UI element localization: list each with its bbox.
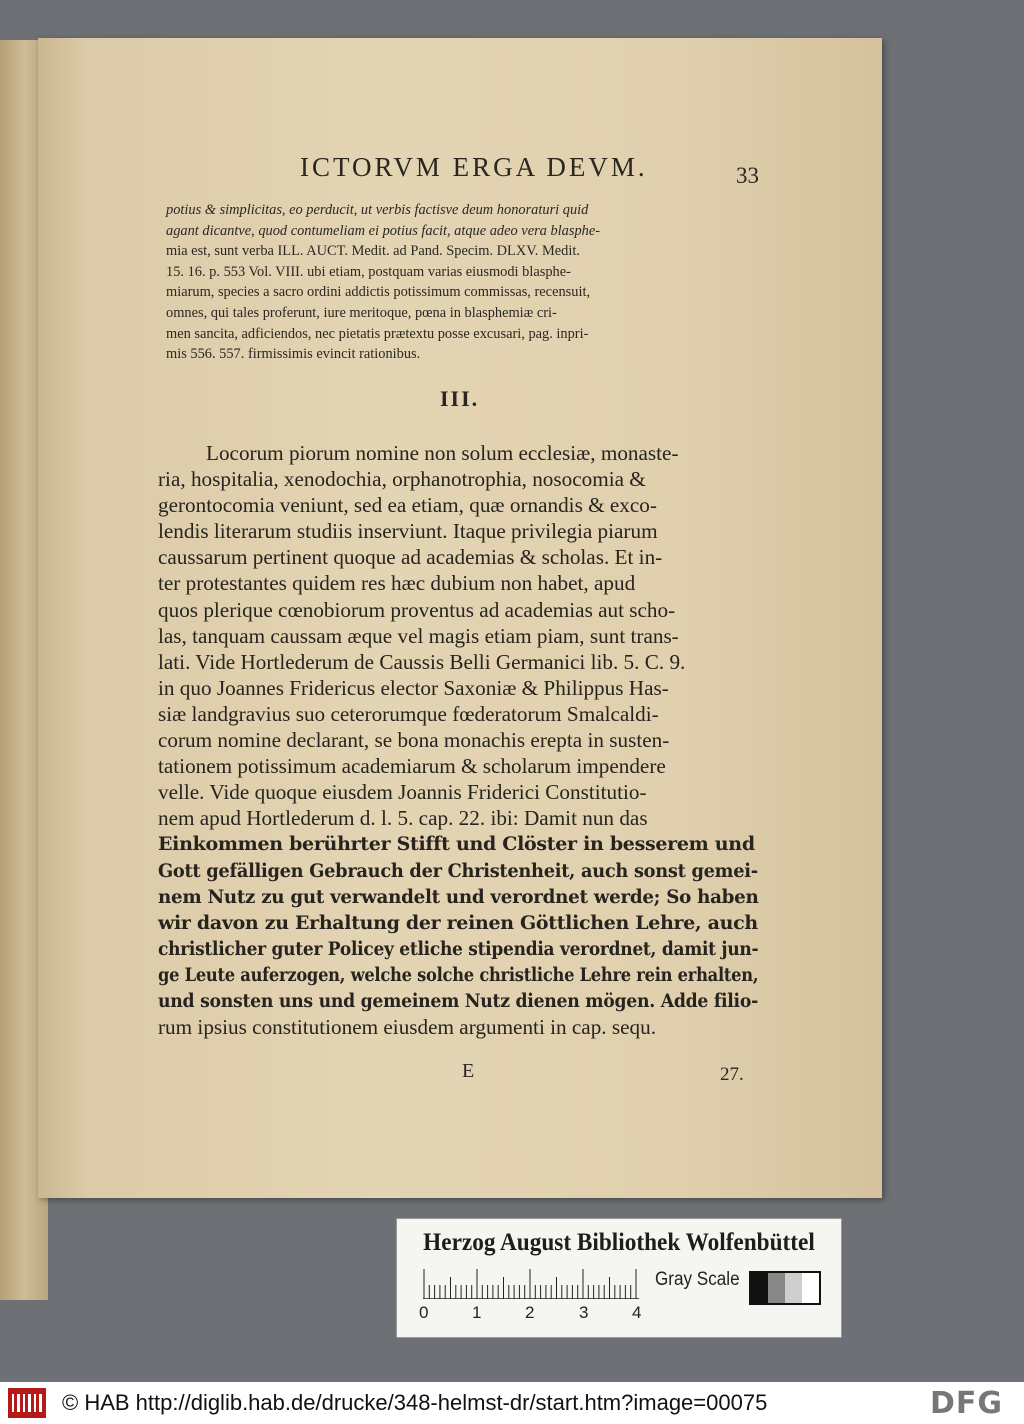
text-line: nem Nutz zu gut verwandelt und verordnet werde; So haben — [158, 885, 759, 908]
text-line: lendis literarum studiis inserviunt. Itaque privilegia piarum — [158, 519, 658, 544]
text-line: gerontocomia veniunt, sed ea etiam, quæ ornandis & exco- — [158, 493, 657, 518]
section-numeral: III. — [440, 386, 480, 411]
signature-mark: E — [462, 1060, 475, 1082]
footnote-line: agant dicantve, quod contumeliam ei potius facit, atque adeo vera blasphe- — [166, 222, 601, 239]
footnote-line: 15. 16. p. 553 Vol. VIII. ubi etiam, postquam varias eiusmodi blasphe- — [166, 263, 571, 280]
text-line: ter protestantes quidem res hæc dubium non habet, apud — [158, 571, 636, 596]
footnote — [166, 200, 766, 365]
text-line: corum nomine declarant, se bona monachis erepta in susten- — [158, 728, 670, 753]
main-text-block — [158, 440, 758, 1040]
text-line: velle. Vide quoque eiusdem Joannis Friderici Constitutio- — [158, 780, 647, 805]
footnote-line: potius & simplicitas, eo perducit, ut verbis factisve deum honoraturi quid — [166, 202, 589, 218]
footnote-line: omnes, qui tales proferunt, iure meritoque, pœna in blasphemiæ cri- — [166, 304, 557, 321]
gray-scale-swatches — [749, 1271, 821, 1305]
text-line: und sonsten uns und gemeinem Nutz dienen mögen. Adde filio- — [158, 989, 758, 1012]
hab-barcode-logo-icon — [8, 1388, 46, 1418]
text-line: christlicher guter Policey etliche stipendia verordnet, damit jun- — [158, 937, 759, 960]
library-name: Herzog August Bibliothek Wolfenbüttel — [423, 1229, 815, 1256]
footnote-line: men sancita, adficiendos, nec pietatis prætextu posse excusari, pag. inpri- — [166, 325, 589, 342]
text-line: caussarum pertinent quoque ad academias & scholas. Et in- — [158, 545, 663, 570]
text-line: las, tanquam caussam æque vel magis etiam piam, sunt trans- — [158, 623, 679, 648]
catchword: 27. — [720, 1064, 744, 1085]
text-line: Locorum piorum nomine non solum ecclesiæ, monaste- — [206, 441, 679, 465]
text-line: ge Leute auferzogen, welche solche christliche Lehre rein erhalten, — [158, 963, 759, 986]
text-line: tationem potissimum academiarum & scholarum impendere — [158, 754, 666, 779]
running-head: ICTORVM ERGA DEVM. — [300, 152, 648, 182]
gray-swatch — [785, 1273, 802, 1303]
text-line: nem apud Hortlederum d. l. 5. cap. 22. ibi: Damit nun das — [158, 806, 648, 831]
gray-swatch — [751, 1273, 768, 1303]
text-line: lati. Vide Hortlederum de Caussis Belli Germanici lib. 5. C. 9. — [158, 649, 686, 674]
text-line: in quo Joannes Fridericus elector Saxoniæ & Philippus Has- — [158, 675, 669, 700]
text-line: Gott gefälligen Gebrauch der Christenheit, auch sonst gemei- — [158, 859, 758, 882]
footer-copyright-url[interactable]: © HAB http://diglib.hab.de/drucke/348-helmst-dr/start.htm?image=00075 — [62, 1390, 768, 1415]
ruler-number: 0 — [419, 1303, 429, 1322]
library-color-card — [396, 1218, 842, 1338]
text-line: ria, hospitalia, xenodochia, orphanotrophia, nosocomia & — [158, 467, 646, 492]
footnote-line: mia est, sunt verba ILL. AUCT. Medit. ad Pand. Specim. DLXV. Medit. — [166, 243, 580, 260]
gray-swatch — [768, 1273, 785, 1303]
footnote-line: miarum, species a sacro ordini addictis potissimum commissas, recensuit, — [166, 284, 591, 301]
text-line: Einkommen berührter Stifft und Clöster in besserem und — [158, 833, 755, 856]
footnote-line: mis 556. 557. firmissimis evincit rationibus. — [166, 346, 421, 363]
dfg-logo: DFG — [930, 1386, 1004, 1421]
page-number: 33 — [736, 163, 759, 188]
footer-bar — [0, 1382, 1024, 1424]
ruler-number: 1 — [472, 1303, 482, 1322]
text-line: siæ landgravius suo ceterorumque fœderatorum Smalcaldi- — [158, 701, 659, 726]
ruler-number: 4 — [632, 1303, 642, 1322]
text-line: quos plerique cœnobiorum proventus ad academias aut scho- — [158, 597, 676, 622]
text-line: wir davon zu Erhaltung der reinen Göttlichen Lehre, auch — [158, 911, 758, 934]
gray-swatch — [802, 1273, 819, 1303]
text-line: rum ipsius constitutionem eiusdem argumenti in cap. sequ. — [158, 1015, 657, 1040]
ruler-icon — [423, 1265, 639, 1299]
ruler-number: 2 — [525, 1303, 535, 1322]
ruler-number: 3 — [579, 1303, 589, 1322]
gray-scale-label: Gray Scale — [655, 1269, 740, 1290]
